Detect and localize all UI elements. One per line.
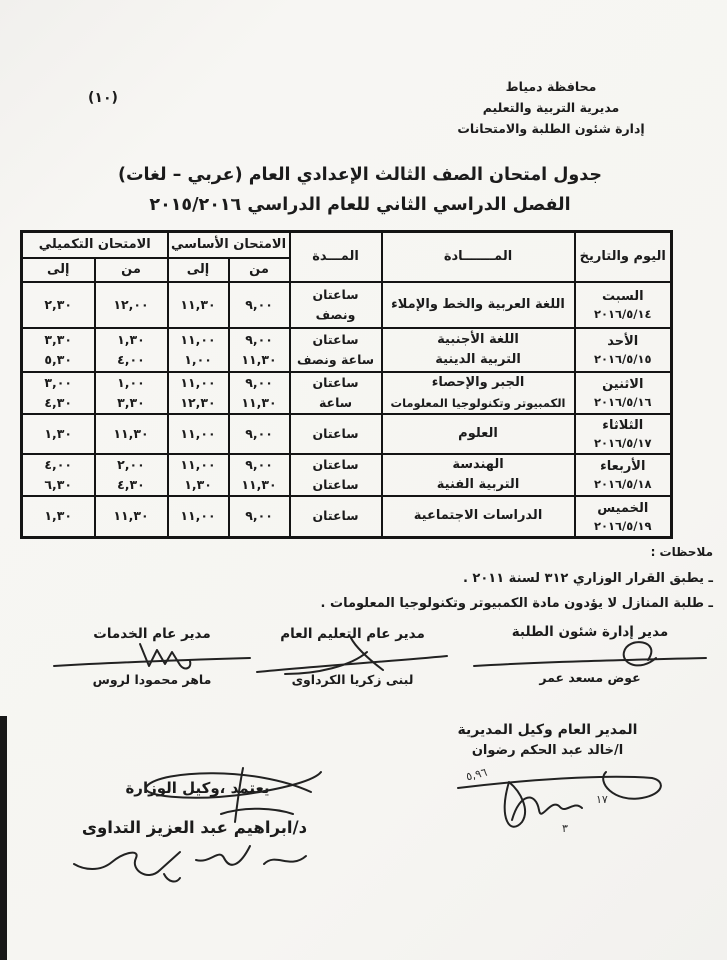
basic-to: ١١,٠٠ [180,331,216,347]
day-name: الاثنين [602,377,644,392]
col-header-subject: المـــــــادة [382,232,575,282]
col-header-basic-exam: الامتحان الأساسي [168,232,290,258]
exam-schedule-table [20,230,673,539]
note-item: ـ يطبق القرار الوزاري ٣١٢ لسنة ٢٠١١ . [462,571,713,586]
day-date: ٢٠١٦/٥/١٧ [593,436,652,450]
col-header-supp-to: إلى [22,258,95,282]
supp-from: ١,٣٠ [117,331,145,347]
basic-from: ١١,٣٠ [241,476,277,492]
day-date: ٢٠١٦/٥/١٤ [593,307,652,321]
basic-to: ١١,٠٠ [180,374,216,390]
notes-heading: ملاحظات : [650,545,713,559]
table-row-sunday [22,328,672,372]
director-signature [454,760,669,840]
signature-services [52,626,252,687]
approval-scribble [68,840,313,892]
subject: التربية الدينية [435,351,521,367]
col-header-duration: المـــدة [290,232,382,282]
subject: الهندسة [452,456,504,472]
signature-scribble [68,840,313,888]
basic-from: ٩,٠٠ [245,456,273,472]
table-row-thursday [22,496,672,538]
signature-scribble [125,762,325,824]
subject: التربية الفنية [436,476,520,492]
supp-from: ١٢,٠٠ [113,296,149,312]
supp-from: ١١,٣٠ [113,508,149,524]
signature-name: لبنى زكريا الكرداوى [291,672,414,687]
page-number: (١٠) [88,90,118,106]
supp-to: ٤,٠٠ [44,456,73,472]
notes-section [321,545,713,616]
subject: اللغة العربية والخط والإملاء [391,296,565,312]
table-row-saturday [22,282,672,328]
supp-from: ٤,٣٠ [117,476,145,492]
letterhead-department: إدارة شئون الطلبة والامتحانات [457,121,645,136]
supp-from: ٣,٣٠ [117,394,145,410]
signature-student-affairs [461,624,719,685]
scan-edge-artifact [0,716,7,960]
supp-to: ٤,٣٠ [44,394,73,410]
supp-from: ٤,٠٠ [117,351,145,367]
day-name: الأحد [607,334,639,349]
basic-to: ١١,٠٠ [180,508,216,524]
supp-from: ١,٠٠ [117,374,145,390]
note-item: ـ طلبة المنازل لا يؤدون مادة الكمبيوتر وتكنولوجيا المعلومات . [320,596,713,611]
day-name: الثلاثاء [602,418,644,433]
basic-from: ١١,٣٠ [241,394,277,410]
basic-from: ٩,٠٠ [245,296,273,312]
handwritten-mark: ١٧ [596,793,608,806]
basic-from: ١١,٣٠ [241,351,277,367]
subject: الكمبيوتر وتكنولوجيا المعلومات [390,395,566,410]
duration: ساعتان [312,456,359,472]
basic-from: ٩,٠٠ [245,508,273,524]
basic-to: ١٢,٣٠ [180,394,216,410]
document-title [100,160,620,220]
duration: ساعتان [312,508,359,524]
day-date: ٢٠١٦/٥/١٨ [593,477,652,491]
duration: ساعتان ونصف [312,286,359,322]
duration: ساعة [318,394,353,410]
supp-to: ٣,٣٠ [44,331,73,347]
subject: اللغة الأجنبية [437,331,519,347]
supp-from: ١١,٣٠ [113,425,149,441]
supp-to: ٦,٣٠ [44,476,73,492]
table-row-tuesday [22,414,672,454]
day-name: السبت [601,289,644,304]
signature-title: مدير إدارة شئون الطلبة [511,624,669,640]
duration: ساعتان [312,425,359,441]
director-title: المدير العام وكيل المديرية [457,722,638,738]
col-header-basic-from: من [229,258,290,282]
supp-from: ٢,٠٠ [117,456,145,472]
supp-to: ١,٣٠ [44,425,73,441]
col-header-supplementary-exam: الامتحان التكميلي [22,232,168,258]
duration: ساعتان [312,476,359,492]
supp-to: ١,٣٠ [44,508,73,524]
approval-name: د/ابراهيم عبد العزيز التداوى [81,818,308,837]
basic-from: ٩,٠٠ [245,425,273,441]
basic-to: ١١,٠٠ [180,456,216,472]
day-date: ٢٠١٦/٥/١٥ [593,352,652,366]
title-line-2: الفصل الدراسي الثاني للعام الدراسي ٢٠١٥/٢٠١٦ [149,195,571,215]
signature-title: مدير عام التعليم العام [280,626,425,642]
col-header-basic-to: إلى [168,258,229,282]
title-line-1: جدول امتحان الصف الثالث الإعدادي العام (عربي – لغات) [117,165,603,185]
col-header-supp-from: من [95,258,168,282]
director-block [440,722,655,758]
duration: ساعتان [312,331,359,347]
supp-to: ٥,٣٠ [44,351,73,367]
day-name: الأربعاء [600,459,646,474]
letterhead-governorate: محافظة دمياط [505,79,597,94]
subject: الجبر والإحصاء [431,374,525,390]
subject: العلوم [458,425,498,441]
col-header-day-date: اليوم والتاريخ [575,232,672,282]
signature-name: ماهر محمودا لروس [92,672,212,687]
table-row-monday [22,372,672,414]
duration: ساعة ونصف [296,351,375,367]
supp-to: ٢,٣٠ [44,296,73,312]
day-date: ٢٠١٦/٥/١٦ [593,395,652,409]
director-name: ا/خالد عبد الحكم رضوان [471,743,624,758]
signature-name: عوض مسعد عمر [539,670,641,685]
table-row-wednesday [22,454,672,496]
approval-title: يعتمد ،وكيل الوزارة [125,779,270,797]
handwritten-mark: ٣ [562,822,568,835]
duration: ساعتان [312,374,359,390]
basic-to: ١,٠٠ [184,351,212,367]
letterhead-directorate: مديرية التربية والتعليم [482,100,620,115]
day-name: الخميس [597,500,649,516]
handwritten-mark: ٥,٩٦ [464,765,489,784]
basic-from: ٩,٠٠ [245,374,273,390]
basic-from: ٩,٠٠ [245,331,273,347]
signature-title: مدير عام الخدمات [93,626,211,642]
basic-to: ١١,٠٠ [180,425,216,441]
basic-to: ١١,٣٠ [180,296,216,312]
basic-to: ١,٣٠ [184,476,212,492]
day-date: ٢٠١٦/٥/١٩ [593,518,652,533]
subject: الدراسات الاجتماعية [413,508,543,524]
supp-to: ٣,٠٠ [44,374,73,390]
signature-general-education [255,626,450,687]
letterhead [420,76,682,139]
